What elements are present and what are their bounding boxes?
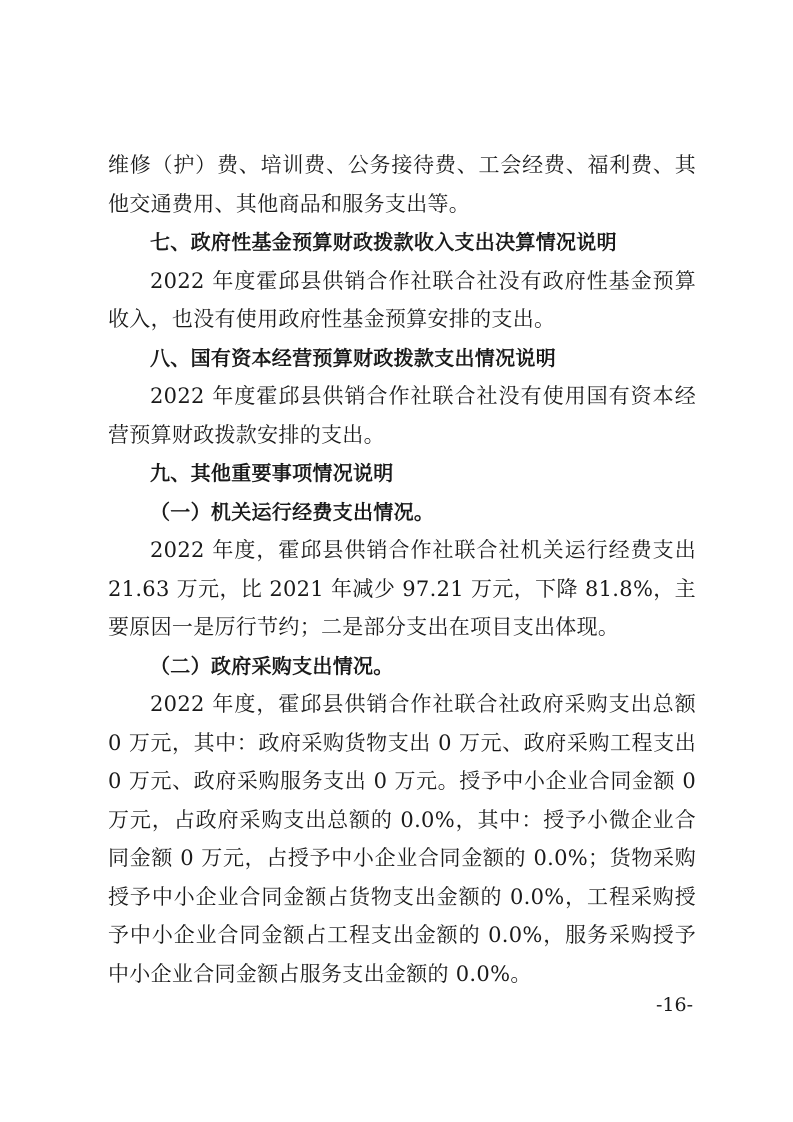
subsection-heading-2: （二）政府采购支出情况。 <box>150 653 394 678</box>
section-heading-7: 七、政府性基金预算财政拨款收入支出决算情况说明 <box>150 230 617 254</box>
section-heading-8: 八、国有资本经营预算财政拨款支出情况说明 <box>150 345 556 370</box>
paragraph-operating-expenses: 2022 年度，霍邱县供销合作社联合社机关运行经费支出 21.63 万元，比 2021 年减少 97.21 万元，下降 81.8%，主要原因一是厉行节约；二是部分支出在项目支出体现。 <box>108 538 696 639</box>
paragraph-state-capital: 2022 年度霍邱县供销合作社联合社没有使用国有资本经营预算财政拨款安排的支出。 <box>108 384 696 447</box>
paragraph-fund-budget: 2022 年度霍邱县供销合作社联合社没有政府性基金预算收入，也没有使用政府性基金预算安排的支出。 <box>108 268 696 331</box>
paragraph-continuation: 维修（护）费、培训费、公务接待费、工会经费、福利费、其他交通费用、其他商品和服务支出等。 <box>108 153 696 216</box>
page-number: -16- <box>655 994 693 1016</box>
paragraph-procurement: 2022 年度，霍邱县供销合作社联合社政府采购支出总额 0 万元，其中：政府采购货物支出 0 万元、政府采购工程支出 0 万元、政府采购服务支出 0 万元。授予中小企业合同金额 0 万元，占政府采购支出总额的 0.0%，其中：授予小微企业合同金额 0 万元，占授予中小企业合同金额的 0.0%；货物采购授予中小企业合同金额占货物支出金额的 0.0%，工程采购授予中小企业合同金额占工程支出金额的 0.0%，服务采购授予中小企业合同金额占服务支出金额的 0.0%。 <box>108 692 696 986</box>
section-heading-9: 九、其他重要事项情况说明 <box>150 461 394 485</box>
document-body <box>108 146 696 993</box>
subsection-heading-1: （一）机关运行经费支出情况。 <box>150 499 435 524</box>
